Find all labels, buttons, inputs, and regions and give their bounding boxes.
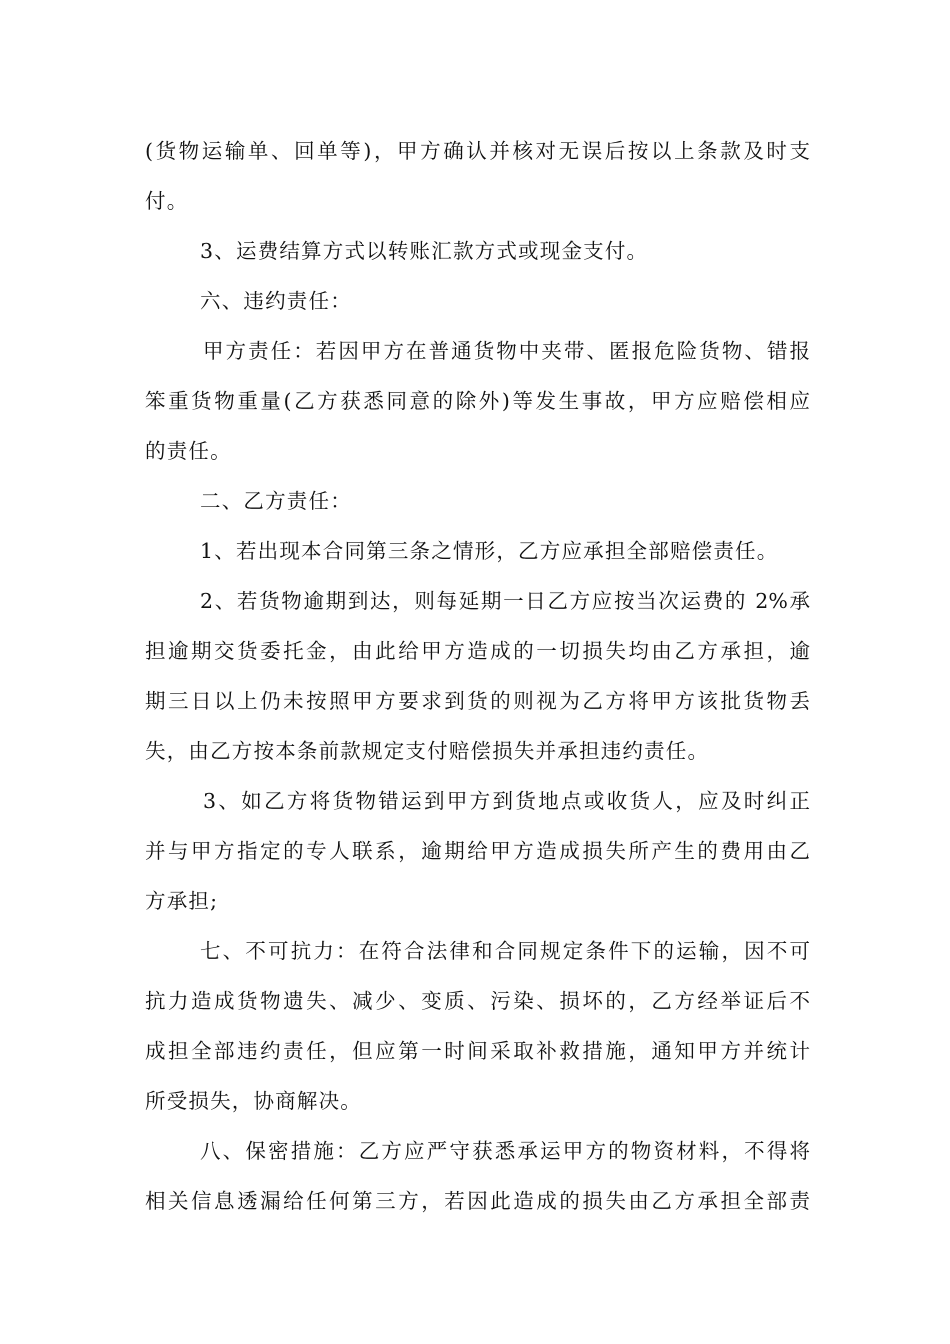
paragraph-line: 成担全部违约责任，但应第一时间采取补救措施，通知甲方并统计	[145, 1039, 810, 1063]
paragraph-line: 相关信息透漏给任何第三方，若因此造成的损失由乙方承担全部责	[145, 1189, 810, 1213]
paragraph-line: 1、若出现本合同第三条之情形，乙方应承担全部赔偿责任。	[200, 539, 779, 563]
paragraph-line: 笨重货物重量(乙方获悉同意的除外)等发生事故，甲方应赔偿相应	[145, 389, 810, 413]
paragraph-line: 2、若货物逾期到达，则每延期一日乙方应按当次运费的 2%承	[200, 589, 810, 613]
paragraph-line: 期三日以上仍未按照甲方要求到货的则视为乙方将甲方该批货物丢	[145, 689, 810, 713]
paragraph-line: 七、不可抗力：在符合法律和合同规定条件下的运输，因不可	[200, 939, 810, 963]
paragraph-line: 方承担;	[145, 889, 219, 913]
paragraph-line: 的责任。	[145, 439, 232, 463]
paragraph-line: 3、运费结算方式以转账汇款方式或现金支付。	[200, 239, 649, 263]
paragraph-line: 抗力造成货物遗失、减少、变质、污染、损坏的，乙方经举证后不	[145, 989, 810, 1013]
paragraph-line: 付。	[145, 189, 189, 213]
paragraph-line: 担逾期交货委托金，由此给甲方造成的一切损失均由乙方承担，逾	[145, 639, 810, 663]
paragraph-line: 所受损失，协商解决。	[145, 1089, 362, 1113]
paragraph-line: 八、保密措施：乙方应严守获悉承运甲方的物资材料，不得将	[200, 1139, 810, 1163]
paragraph-line: (货物运输单、回单等)，甲方确认并核对无误后按以上条款及时支	[145, 139, 810, 163]
paragraph-line: 失，由乙方按本条前款规定支付赔偿损失并承担违约责任。	[145, 739, 710, 763]
paragraph-line: 3、如乙方将货物错运到甲方到货地点或收货人，应及时纠正	[203, 789, 810, 813]
paragraph-line: 甲方责任：若因甲方在普通货物中夹带、匿报危险货物、错报	[203, 339, 810, 363]
section-heading: 六、违约责任：	[200, 289, 352, 313]
paragraph-line: 并与甲方指定的专人联系，逾期给甲方造成损失所产生的费用由乙	[145, 839, 810, 863]
section-heading: 二、乙方责任：	[200, 489, 352, 513]
